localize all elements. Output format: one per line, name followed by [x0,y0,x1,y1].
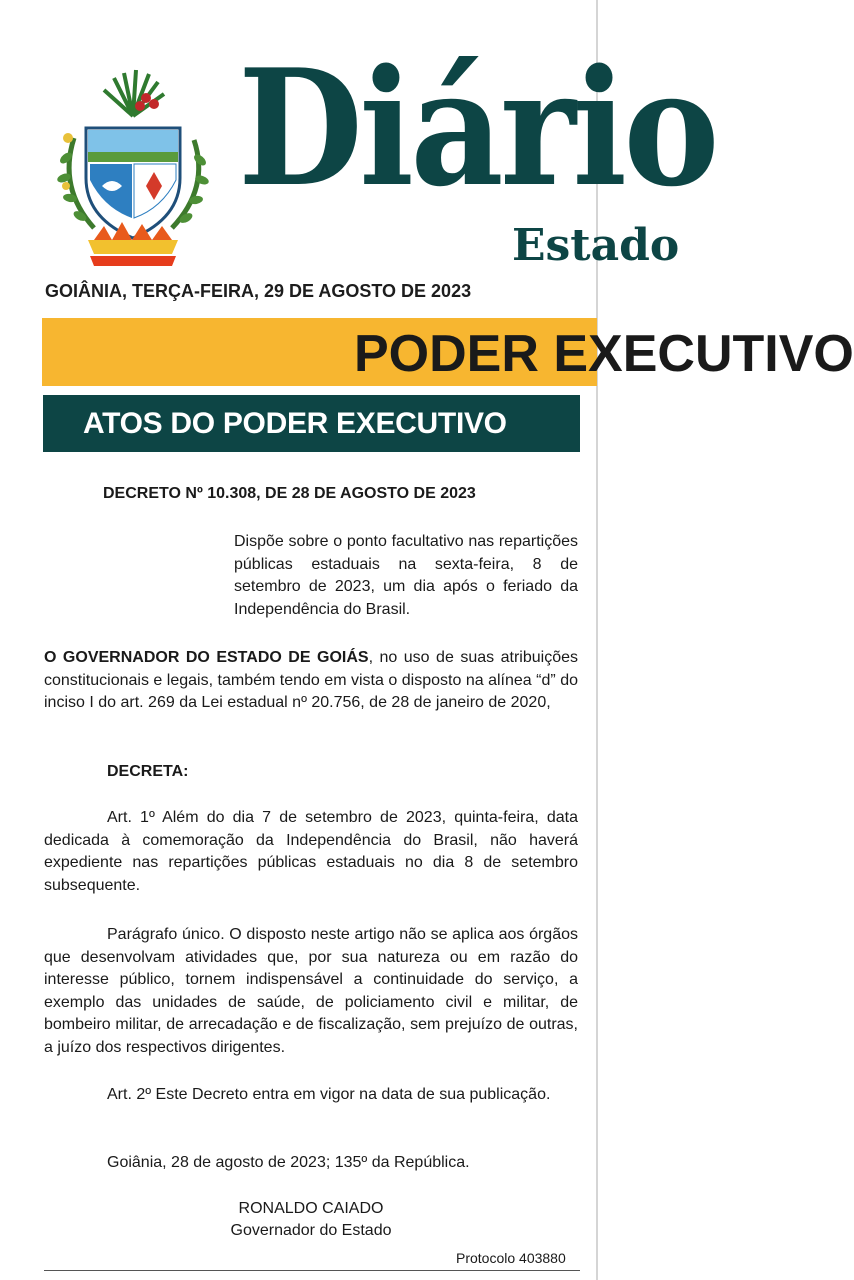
bottom-divider [44,1270,580,1271]
decree-preamble [44,647,578,715]
article-2: Art. 2º Este Decreto entra em vigor na data de sua publicação. [107,1086,551,1103]
signer-role: Governador do Estado [230,1222,392,1239]
decreta-heading: DECRETA: [107,763,189,780]
local-date: Goiânia, 28 de agosto de 2023; 135º da República. [107,1154,470,1171]
edition-dateline: GOIÂNIA, TERÇA-FEIRA, 29 DE AGOSTO DE 2023 [45,281,472,301]
goias-coat-of-arms-icon [54,68,212,268]
section-header [43,395,580,452]
masthead-subtitle: Estado [512,220,680,271]
decree-title: DECRETO Nº 10.308, DE 28 DE AGOSTO DE 2023 [103,485,476,502]
protocol-number: Protocolo 403880 [456,1250,566,1266]
signer-name: RONALDO CAIADO [238,1200,384,1217]
masthead-title: Diário [238,34,716,222]
preamble-text: , no uso de suas atribuições constitucionais e legais, também tendo em vista o disposto na alínea “d” do inciso I do art. 269 da Lei estadual nº 20.756, de 28 de janeiro de 2020, [44,649,578,711]
article-1-paragraph: Parágrafo único. O disposto neste artigo não se aplica aos órgãos que desenvolvam atividades que, por sua natureza ou em razão do interesse público, tornem indispensável a continuidade do serviço, a exemplo das unidades de saúde, de policiamento civil e militar, de bombeiro militar, de arrecadação e de fiscalização, sem prejuízo de outras, a juízo dos respectivos dirigentes. [44,926,578,1056]
article-1: Art. 1º Além do dia 7 de setembro de 2023, quinta-feira, data dedicada à comemoração da Independência do Brasil, não haverá expediente nas repartições públicas estaduais no dia 8 de setembro subsequente. [44,809,578,894]
power-banner [42,318,854,386]
section-header-label: ATOS DO PODER EXECUTIVO [83,407,507,440]
decree-ementa: Dispõe sobre o ponto facultativo nas repartições públicas estaduais na sexta-feira, 8 de setembro de 2023, um dia após o feriado da Independência do Brasil. [234,533,578,618]
preamble-authority: O GOVERNADOR DO ESTADO DE GOIÁS [44,649,369,666]
power-banner-label: PODER EXECUTIVO [354,325,854,383]
